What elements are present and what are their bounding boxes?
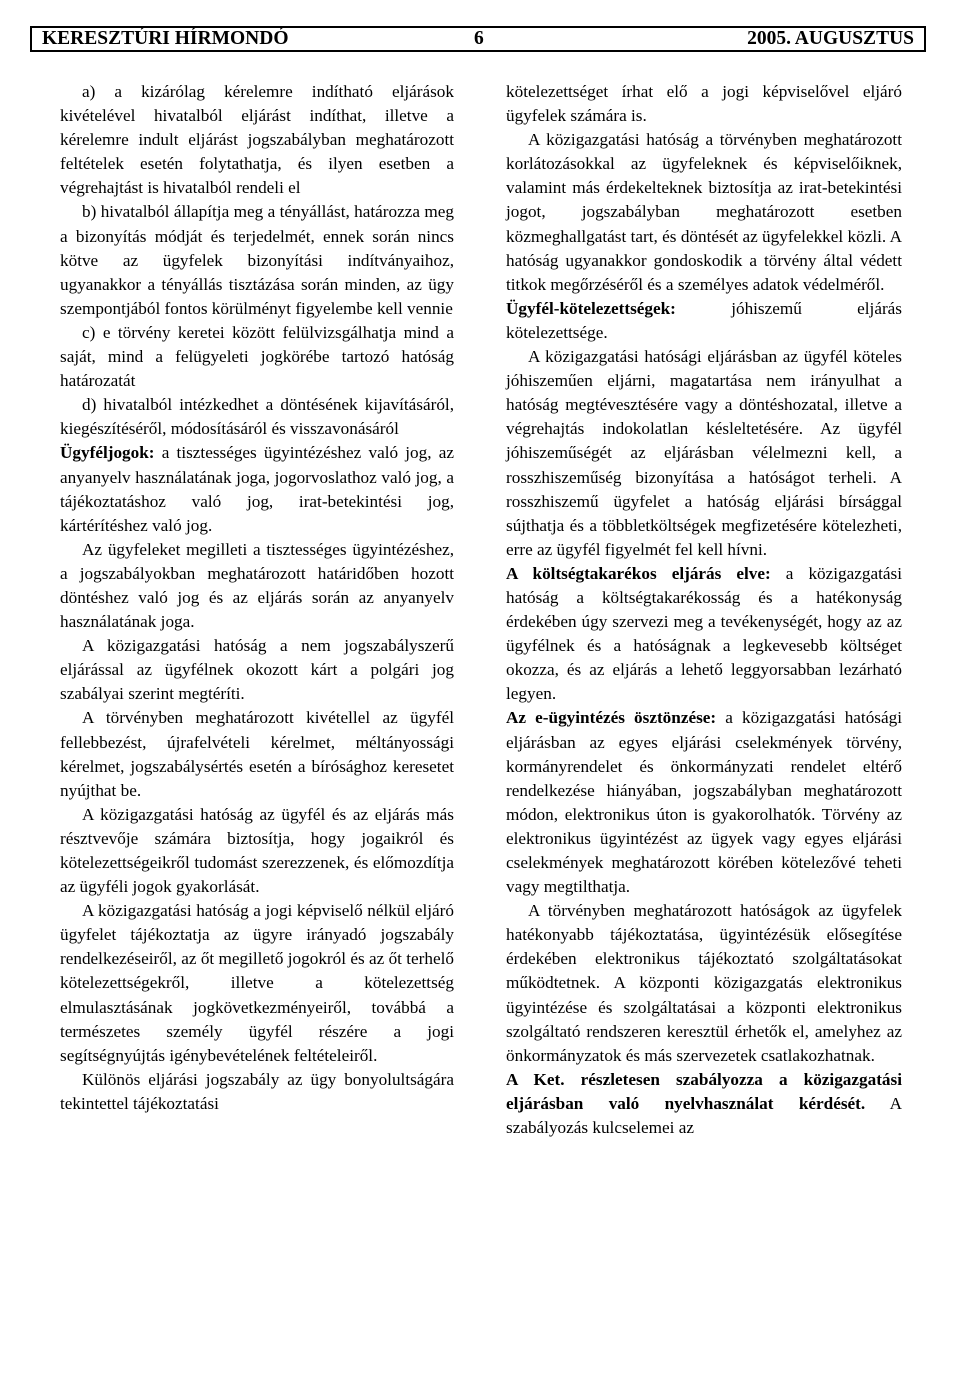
paragraph xyxy=(506,706,902,899)
paragraph xyxy=(60,441,454,537)
paragraph xyxy=(60,899,454,1068)
paragraph-text: Különös eljárási jogszabály az ügy bonyolultságára tekintettel tájékoztatási xyxy=(60,1069,454,1113)
paragraph xyxy=(60,80,454,200)
paragraph xyxy=(506,80,902,128)
paragraph-text: A törvényben meghatározott hatóságok az ügyfelek hatékonyabb tájékoztatása, ügyintézésük elősegítése érdekében elektronikus tájékoztató szolgáltatásokat működtetnek. A központi közigazgatás elektronikus ügyintézése és szolgáltatásai a központi elektronikus szolgáltató rendszeren keresztül érhetők el, amelyhez az önkormányzatok és más szervezetek csatlakozhatnak. xyxy=(506,901,902,1065)
right-column xyxy=(506,80,902,1140)
paragraph-text: d) hivatalból intézkedhet a döntésének kijavításáról, kiegészítéséről, módosításáról és visszavonásáról xyxy=(60,395,454,439)
paragraph-text: A közigazgatási hatósági eljárásban az ügyfél köteles jóhiszeműen eljárni, magatartása nem irányulhat a hatóság megtévesztésére vagy a döntéshozatal, illetve a végrehajtás indokolatlan késleltetésére. Az ügyfél jóhiszeműségét az eljárásban vélelmezni kell, a rosszhiszeműség bizonyítása a hatóságot terheli. A rosszhiszemű ügyfelet a hatóság eljárási bírsággal sújthatja és a többletköltségek megfizetésére kötelezheti, erre az ügyfél figyelmét fel kell hívni. xyxy=(506,347,902,559)
paragraph xyxy=(506,1068,902,1140)
paragraph-text: a tisztességes ügyintézéshez való jog, az anyanyelv használatának joga, jogorvoslathoz való jog, a tájékoztatáshoz való jog, irat-betekintési jog, kártérítéshez való jog. xyxy=(60,443,454,535)
left-column xyxy=(60,80,454,1116)
paragraph xyxy=(60,1068,454,1116)
paragraph-heading: A Ket. részletesen szabályozza a közigazgatási eljárásban való nyelvhasználat kérdését. xyxy=(506,1069,902,1113)
paragraph-heading: Az e-ügyintézés ösztönzése: xyxy=(506,708,717,728)
page-header xyxy=(30,26,926,52)
paragraph-text: jóhiszemű eljárás kötelezettsége. xyxy=(506,298,902,342)
paragraph-text: A közigazgatási hatóság a jogi képviselő nélkül eljáró ügyfelet tájékoztatja az ügyre irányadó jogszabály rendelkezéseiről, az őt megillető jogokról és az őt terhelő kötelezettségekről, illetve a kötelezettség elmulasztásának jogkövetkezményeiről, továbbá a természetes személy ügyfél részére a jogi segítségnyújtás igénybevételének feltételeiről. xyxy=(60,901,454,1065)
paragraph-text: a közigazgatási hatóság a költségtakarékosság és a hatékonyság érdekében úgy szervezi meg a tevékenységét, hogy az az ügyfélnek és a hatóságnak a legkevesebb költséget okozza, és az eljárás a lehető leggyorsabban lezárható legyen. xyxy=(506,563,902,704)
paragraph-heading: Ügyfél-kötelezettségek: xyxy=(506,298,676,318)
paragraph-text: c) e törvény keretei között felülvizsgálhatja mind a saját, mind a felügyeleti jogkörébe tartozó hatóság határozatát xyxy=(60,322,454,391)
paragraph xyxy=(60,803,454,899)
paragraph-text: A törvényben meghatározott kivétellel az ügyfél fellebbezést, újrafelvételi kérelmet, méltányossági kérelmet, jogszabálysértés esetén a bírósághoz keresetet nyújthat be. xyxy=(60,708,454,800)
paragraph-text: b) hivatalból állapítja meg a tényállást, határozza meg a bizonyítás módját és terjedelmét, ennek során nincs kötve az ügyfelek bizonyítási indítványaihoz, ugyanakkor a tényállás tisztázása során minden, az ügy szempontjából fontos körülményt figyelembe kell vennie xyxy=(60,202,454,318)
paragraph xyxy=(506,128,902,297)
paragraph-text: a közigazgatási hatósági eljárásban az egyes eljárási cselekmények törvény, kormányrendelet és önkormányzati rendelet eltérő rendelkezése hiányában, jogszabályban meghatározott módon, elektronikus úton is gyakorolhatók. Törvény az elektronikus ügyintézést az ügyek vagy egyes eljárási cselekmények meghatározott körében kötelezővé teheti vagy megtilthatja. xyxy=(506,708,902,897)
paragraph xyxy=(60,634,454,706)
publication-title: KERESZTÚRI HÍRMONDÓ xyxy=(42,28,289,49)
paragraph-text: a) a kizárólag kérelemre indítható eljárások kivételével hivatalból eljárást indíthat, illetve a kérelemre indult eljárást jogszabályban meghatározott feltételek esetén folytathatja, és ilyen esetben a végrehajtást is hivatalból rendeli el xyxy=(60,82,454,198)
paragraph-text: A közigazgatási hatóság a törvényben meghatározott korlátozásokkal az ügyfeleknek és képviselőiknek, valamint más érdekelteknek biztosítja az irat-betekintési jogot, jogszabályban meghatározott esetben közmeghallgatást tart, és döntését az ügyfelekkel közli. A hatóság ugyanakkor gondoskodik a törvény által védett titkok megőrzéséről és a személyes adatok védelméről. xyxy=(506,130,902,294)
paragraph-text: A szabályozás kulcselemei az xyxy=(506,1093,903,1138)
paragraph xyxy=(506,297,902,345)
paragraph xyxy=(506,562,902,707)
issue-date: 2005. AUGUSZTUS xyxy=(747,28,914,49)
page-number: 6 xyxy=(474,28,484,49)
paragraph-text: kötelezettséget írhat elő a jogi képviselővel eljáró ügyfelek számára is. xyxy=(506,82,902,126)
paragraph xyxy=(60,393,454,441)
paragraph-text: A közigazgatási hatóság a nem jogszabályszerű eljárással az ügyfélnek okozott kárt a polgári jog szabályai szerint megtéríti. xyxy=(60,636,454,704)
paragraph-text: Az ügyfeleket megilleti a tisztességes ügyintézéshez, a jogszabályokban meghatározott határidőben hozott döntéshez való jog és az eljárás során az anyanyelv használatának joga. xyxy=(60,539,454,632)
paragraph-heading: A költségtakarékos eljárás elve: xyxy=(506,563,771,583)
paragraph-heading: Ügyféljogok: xyxy=(60,443,155,463)
paragraph xyxy=(506,345,902,562)
paragraph-text: A közigazgatási hatóság az ügyfél és az eljárás más résztvevője számára biztosítja, hogy jogaikról és kötelezettségeikről tudomást szerezzenek, és előmozdítja az ügyféli jogok gyakorlását. xyxy=(60,804,454,897)
paragraph xyxy=(60,538,454,634)
paragraph xyxy=(60,200,454,320)
paragraph xyxy=(60,706,454,802)
paragraph xyxy=(506,899,902,1068)
paragraph xyxy=(60,321,454,393)
